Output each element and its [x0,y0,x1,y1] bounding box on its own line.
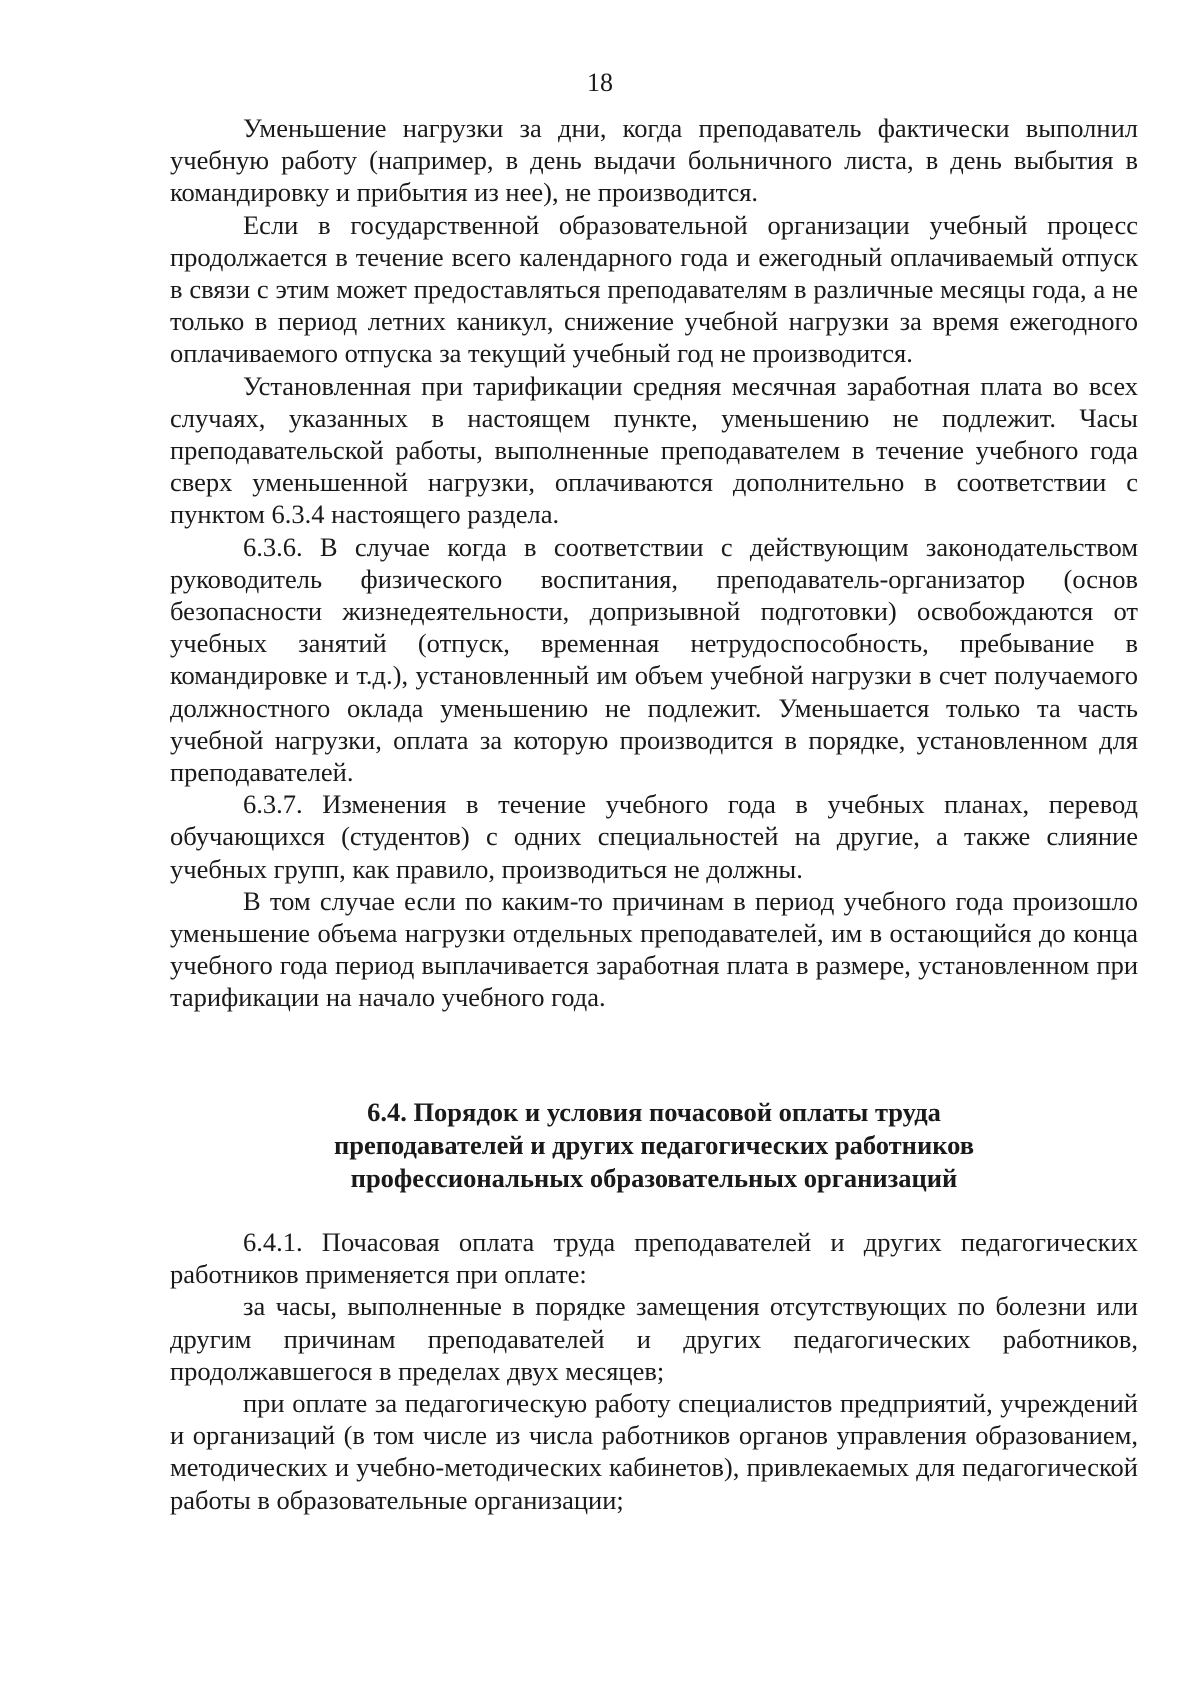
paragraph-load-reduction-not-applied: Уменьшение нагрузки за дни, когда преподаватель фактически выполнил учебную работу (например, в день выдачи больничного листа, в день выбытия в командировку и прибытия из нее), не производится. [170,113,1138,208]
paragraph-load-decrease-payment: В том случае если по каким-то причинам в период учебного года произошло уменьшение объема нагрузки отдельных преподавателей, им в остающийся до конца учебного года период выплачивается заработная плата в размере, установленном при тарификации на начало учебного года. [170,885,1138,1013]
list-item-specialists-payment: при оплате за педагогическую работу специалистов предприятий, учреждений и организаций (в том числе из числа работников органов управления образованием, методических и учебно-методических кабинетов), привлекаемых для педагогической работы в образовательные организации; [170,1388,1138,1515]
paragraph-salary-not-reduced: Установленная при тарификации средняя месячная заработная плата во всех случаях, указанных в настоящем пункте, уменьшению не подлежит. Часы преподавательской работы, выполненные преподавателем в течение учебного года сверх уменьшенной нагрузки, оплачиваются дополнительно в соответствии с пунктом 6.3.4 настоящего раздела. [170,370,1138,530]
section-heading-line: 6.4. Порядок и условия почасовой оплаты труда [367,1097,941,1127]
page-number: 18 [587,68,613,97]
paragraph-6-3-6: 6.3.6. В случае когда в соответствии с действующим законодательством руководитель физического воспитания, преподаватель-организатор (основ безопасности жизнедеятельности, допризывной подготовки) освобождаются от учебных занятий (отпуск, временная нетрудоспособность, пребывание в командировке и т.д.), установленный им объем учебной нагрузки в счет получаемого должностного оклада уменьшению не подлежит. Уменьшается только та часть учебной нагрузки, оплата за которую производится в порядке, установленном для преподавателей. [170,531,1138,788]
section-heading-line: профессиональных образовательных организаций [350,1163,958,1193]
section-heading-6-4 [170,1096,1138,1195]
bottom-text-block [170,1226,1138,1516]
paragraph-year-round-process: Если в государственной образовательной организации учебный процесс продолжается в течение всего календарного года и ежегодный оплачиваемый отпуск в связи с этим может предоставляться преподавателям в различные месяцы года, а не только в период летних каникул, снижение учебной нагрузки за время ежегодного оплачиваемого отпуска за текущий учебный год не производится. [170,209,1138,369]
list-item-substitution-hours: за часы, выполненные в порядке замещения отсутствующих по болезни или другим причинам преподавателей и других педагогических работников, продолжавшегося в пределах двух месяцев; [170,1291,1138,1386]
top-text-block [170,112,1138,1014]
section-heading-line: преподавателей и других педагогических работников [333,1130,975,1160]
paragraph-6-4-1: 6.4.1. Почасовая оплата труда преподавателей и других педагогических работников применяется при оплате: [170,1227,1138,1290]
paragraph-6-3-7: 6.3.7. Изменения в течение учебного года в учебных планах, перевод обучающихся (студентов) с одних специальностей на другие, а также слияние учебных групп, как правило, производиться не должны. [170,789,1138,884]
